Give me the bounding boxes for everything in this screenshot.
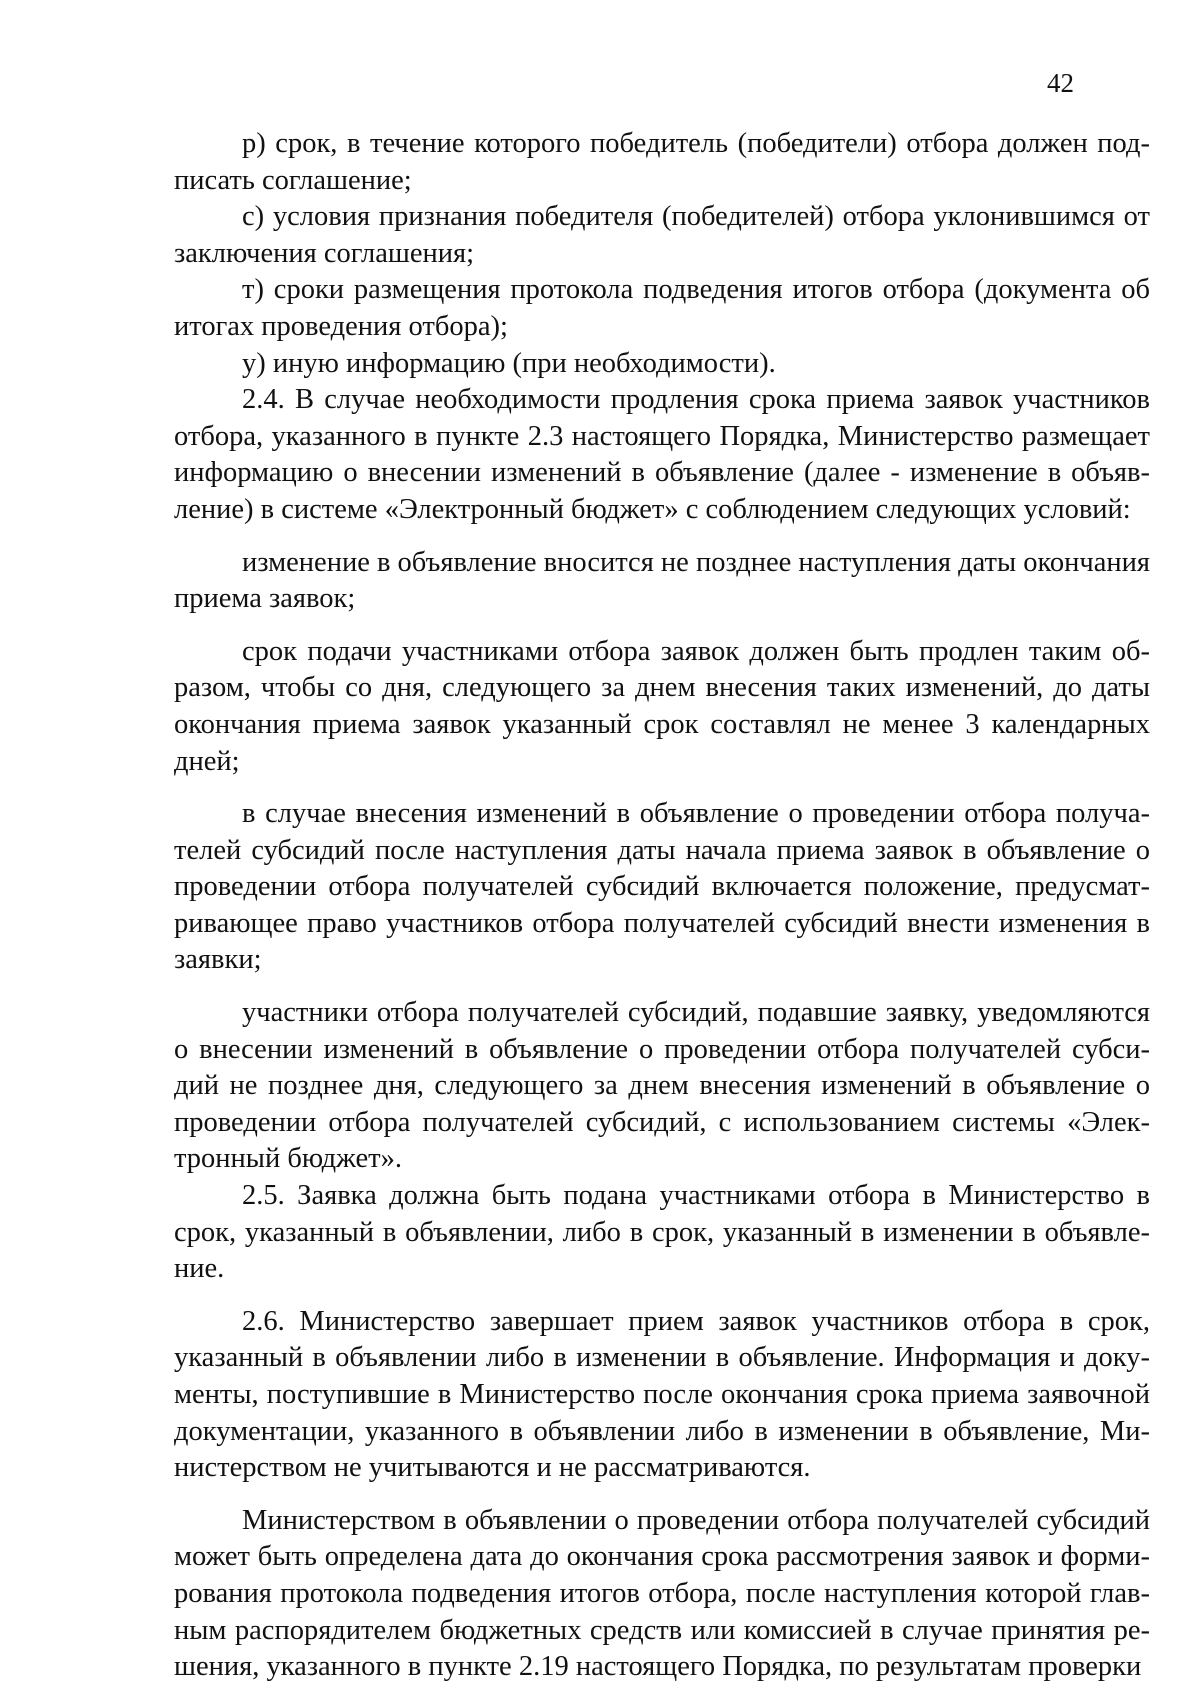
paragraph-condition-3: в случае внесения изменений в объявление о проведении отбора получателей субсидий после наступления даты начала приема заявок в объявление о проведении отбора получателей субсидий включается положение, предусматривающее право участников отбора получателей субсидий внести изменения в заявки; (174, 798, 1150, 976)
paragraph-condition-2: срок подачи участниками отбора заявок должен быть продлен таким образом, чтобы со дня, следующего за днем внесения таких изменений, до даты окончания приема заявок указанный срок составлял не менее 3 календарных дней; (174, 635, 1150, 777)
document-body (174, 126, 1150, 1686)
paragraph-item-s: с) условия признания победителя (победителей) отбора уклонившимся от заключения соглашения; (174, 201, 1150, 269)
paragraph-ministry-date: Министерством в объявлении о проведении отбора получателей субсидий может быть определена дата до окончания срока рассмотрения заявок и формирования протокола подведения итогов отбора, после наступления которой главным распорядителем бюджетных средств или комиссией в случае принятия решения, указанного в пункте 2.19 настоящего Порядка, по результатам проверки (174, 1504, 1150, 1683)
paragraph-condition-4: участники отбора получателей субсидий, подавшие заявку, уведомляются о внесении изменений в объявление о проведении отбора получателей субсидий не позднее дня, следующего за днем внесения изменений в объявление о проведении отбора получателей субсидий, с использованием системы «Электронный бюджет». (174, 997, 1150, 1175)
paragraph-2-5: 2.5. Заявка должна быть подана участниками отбора в Министерство в срок, указанный в объявлении, либо в срок, указанный в изменении в объявление. (174, 1180, 1150, 1285)
paragraph-item-r: р) срок, в течение которого победитель (победители) отбора должен подписать соглашение; (174, 128, 1150, 196)
page-number: 42 (1047, 68, 1074, 98)
paragraph-item-u: у) иную информацию (при необходимости). (242, 347, 776, 379)
paragraph-condition-1: изменение в объявление вносится не позднее наступления даты окончания приема заявок; (174, 546, 1151, 615)
paragraph-item-t: т) сроки размещения протокола подведения итогов отбора (документа об итогах проведения отбора); (174, 274, 1150, 342)
paragraph-2-4: 2.4. В случае необходимости продления срока приема заявок участников отбора, указанного в пункте 2.3 настоящего Порядка, Министерство размещает информацию о внесении изменений в объявление (далее - изменение в объявление) в системе «Электронный бюджет» с соблюдением следующих условий: (174, 384, 1150, 525)
paragraph-2-6: 2.6. Министерство завершает прием заявок участников отбора в срок, указанный в объявлении либо в изменении в объявление. Информация и документы, поступившие в Министерство после окончания срока приема заявочной документации, указанного в объявлении либо в изменении в объявление, Министерством не учитываются и не рассматриваются. (174, 1305, 1150, 1484)
